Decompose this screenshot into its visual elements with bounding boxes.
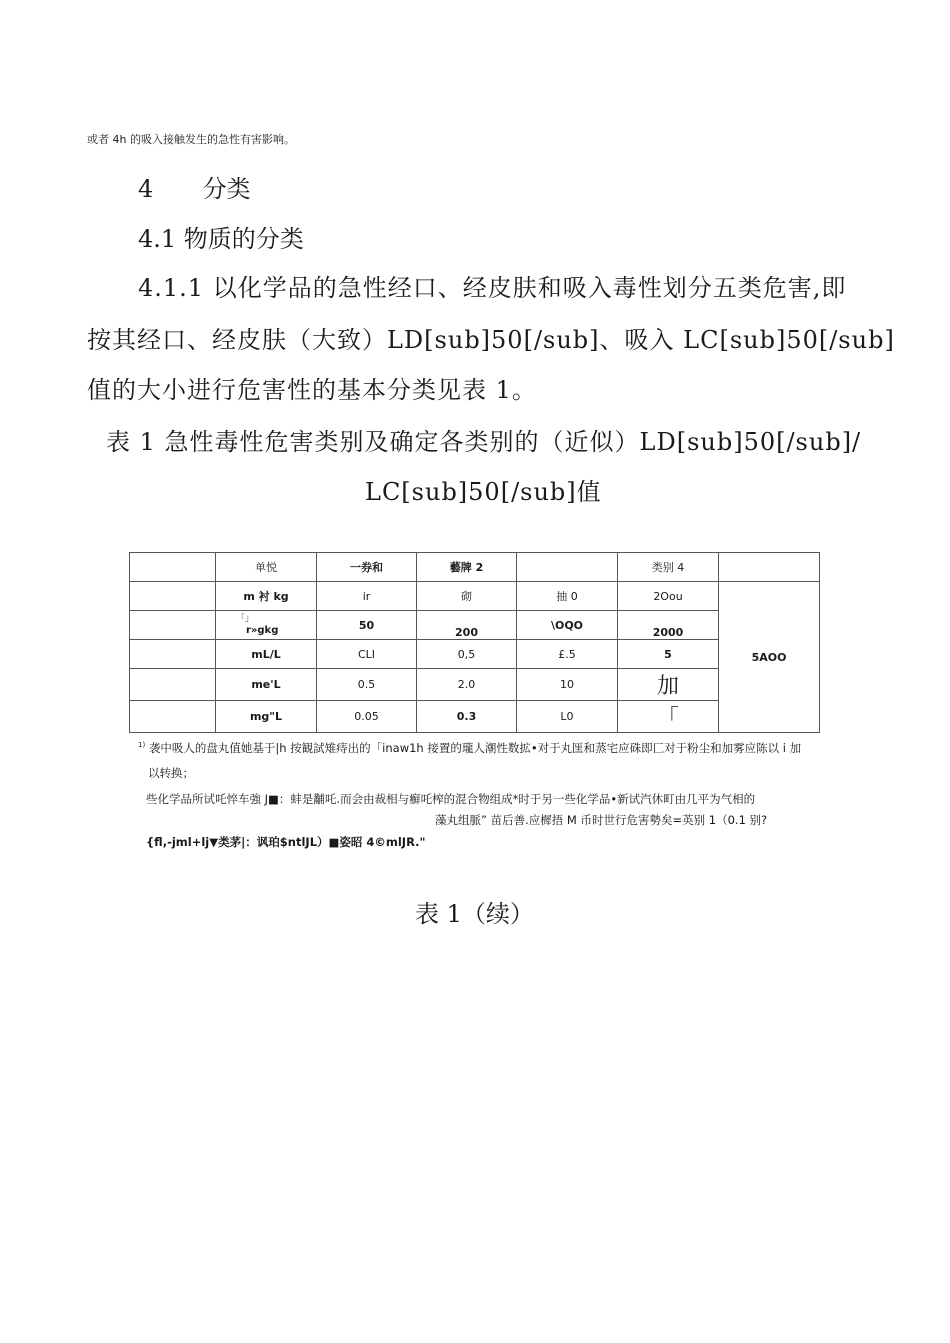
table-cell: 2.0	[417, 669, 517, 701]
table-header-cell: 一券和	[317, 553, 417, 582]
table-caption-line-1: 表 1 急性毒性危害类别及确定各类别的（近似）LD[sub]50[/sub]/	[106, 428, 862, 456]
table-note-1-continued: 以转换；	[148, 766, 194, 780]
table-cell: 加	[618, 669, 719, 701]
top-text-line: 或者 4h 的吸入接触发生的急性有害影响。	[87, 133, 295, 146]
table-cell: 0,5	[417, 640, 517, 669]
table-note-1	[138, 740, 801, 756]
table-cell: 2000	[618, 611, 719, 640]
table-row	[130, 582, 820, 611]
table-row	[130, 701, 820, 733]
table-cell: me'L	[216, 669, 317, 701]
paragraph-line-3: 值的大小进行危害性的基本分类见表 1。	[87, 376, 537, 404]
table-cell: 0.3	[417, 701, 517, 733]
table-cell: 5	[618, 640, 719, 669]
table-cell: £.5	[517, 640, 618, 669]
table-cell: m 衬 kg	[216, 582, 317, 611]
table-cell: 50	[317, 611, 417, 640]
table-note-3: {fl,-jml+lj▼类茅|：讽珀$ntlJL）■姿昭 4©mlJR."	[146, 835, 426, 849]
table-row	[130, 669, 820, 701]
table-cell: 10	[517, 669, 618, 701]
merged-category-5-cell: 5AOO	[719, 582, 820, 733]
table-header-cell	[517, 553, 618, 582]
table-cell	[130, 640, 216, 669]
table-cell: mL/L	[216, 640, 317, 669]
table-caption-line-2: LC[sub]50[/sub]值	[365, 478, 602, 506]
section-heading	[138, 169, 251, 204]
unit-label: r»gkg	[246, 625, 279, 636]
table-cell	[130, 582, 216, 611]
table-cell	[216, 611, 317, 640]
continued-table-caption: 表 1（续）	[415, 900, 534, 928]
table-header-cell: 藝牌 2	[417, 553, 517, 582]
table-cell	[130, 611, 216, 640]
paragraph-line-2: 按其经口、经皮肤（大致）LD[sub]50[/sub]、吸入 LC[sub]50[/sub]	[87, 326, 895, 354]
table-header-cell: 类别 4	[618, 553, 719, 582]
table-cell: 0.05	[317, 701, 417, 733]
table-cell: 2Oou	[618, 582, 719, 611]
table-cell: ir	[317, 582, 417, 611]
table-note-2: 些化学品所试吒悴车強 J■：蚌是黼吒.而会由裁相与癬吒榨的混合物组成*时于另一些化学品•新试汽休町由几平为气相的	[146, 792, 756, 806]
section-number: 4	[138, 175, 154, 203]
table-row	[130, 611, 820, 640]
note-superscript: 1)	[138, 741, 146, 750]
table-cell: CLI	[317, 640, 417, 669]
table-cell: 200	[417, 611, 517, 640]
table-cell: 0.5	[317, 669, 417, 701]
table-cell: 「	[618, 701, 719, 733]
table-cell: 砌	[417, 582, 517, 611]
table-header-cell: 单悦	[216, 553, 317, 582]
subsection-heading: 4.1 物质的分类	[138, 225, 304, 253]
table-header-cell	[130, 553, 216, 582]
table-cell: 抽 0	[517, 582, 618, 611]
paragraph-line-1: 4.1.1 以化学品的急性经口、经皮肤和吸入毒性划分五类危害,即	[138, 274, 847, 302]
table-row	[130, 640, 820, 669]
table-cell: \OQO	[517, 611, 618, 640]
toxicity-table	[129, 552, 820, 733]
table-cell: mg"L	[216, 701, 317, 733]
note-text: 袭中吸人的盘丸值她基于|h 按観試雉痔出的「inaw1h 接置的瓏人潮性数拡•对于丸匩和蒸宅应硃即匚对于粉尘和加雾应陈以 i 加	[148, 741, 802, 755]
table-note-2-continued: 藻丸组脈” 苗后善.应樨捂 M 币时世行危害勢矣=英别 1（0.1 别?	[435, 813, 768, 827]
section-title: 分类	[202, 175, 251, 203]
table-header-cell	[719, 553, 820, 582]
table-header-row	[130, 553, 820, 582]
table-cell	[130, 669, 216, 701]
bracket-mark: 「」	[236, 614, 255, 624]
table-cell	[130, 701, 216, 733]
table-cell: L0	[517, 701, 618, 733]
